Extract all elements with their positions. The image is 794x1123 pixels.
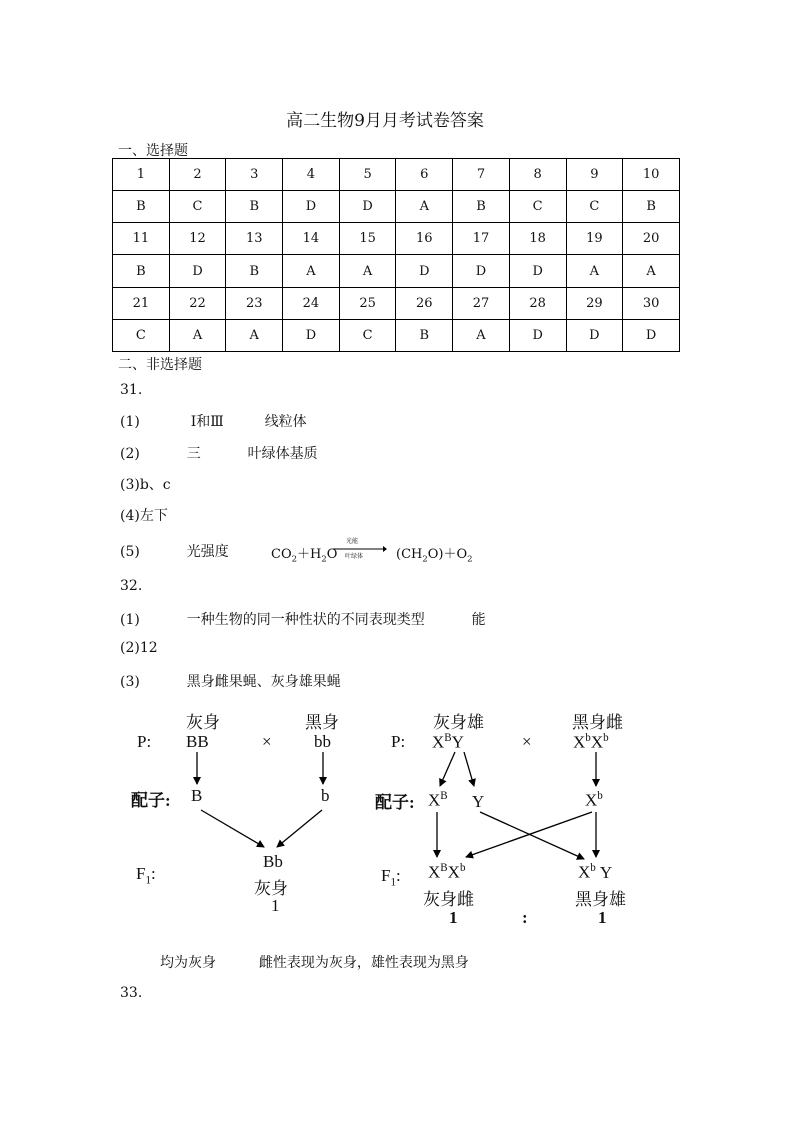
- left-offspring-ratio: 1: [271, 896, 280, 915]
- table-cell: C: [509, 191, 566, 223]
- eq-o2-sub: 2: [467, 553, 473, 564]
- table-cell: 3: [226, 159, 283, 191]
- q31-part2-label: (2): [120, 446, 140, 462]
- rm-sup: B: [444, 732, 452, 744]
- table-cell: A: [283, 255, 340, 287]
- table-cell: 17: [453, 223, 510, 255]
- table-cell: A: [396, 191, 453, 223]
- right-male-genotype: [432, 732, 464, 753]
- right-parent1-phenotype: 灰身雄: [433, 713, 484, 732]
- page-title: 高二生物9月月考试卷答案: [286, 111, 484, 131]
- table-cell: D: [453, 255, 510, 287]
- g3-sup: b: [597, 790, 603, 802]
- table-cell: 28: [509, 287, 566, 319]
- o2-y: Y: [599, 862, 613, 882]
- table-cell: 21: [113, 287, 170, 319]
- table-cell: B: [226, 191, 283, 223]
- eq-o: O: [326, 547, 338, 562]
- g3-x: X: [585, 790, 598, 810]
- table-cell: 30: [623, 287, 680, 319]
- table-cell: B: [226, 255, 283, 287]
- q32-part1-answer-a: 一种生物的同一种性状的不同表现类型: [186, 612, 425, 628]
- right-f1-sub: 1: [390, 876, 396, 889]
- table-cell: D: [339, 191, 396, 223]
- left-f1-sub: 1: [145, 874, 151, 887]
- right-offspring1-phenotype: 灰身雌: [423, 890, 474, 909]
- o2-x: X: [578, 862, 591, 882]
- table-cell: C: [566, 191, 623, 223]
- table-cell: A: [169, 319, 226, 351]
- g1-sup: B: [440, 790, 448, 802]
- right-ratio-colon: :: [522, 908, 528, 927]
- eq-condition-bottom: 叶绿体: [345, 553, 364, 560]
- right-f1-colon: :: [396, 866, 401, 885]
- table-cell: 10: [623, 159, 680, 191]
- table-cell: A: [226, 319, 283, 351]
- rf-x2: X: [590, 732, 604, 752]
- table-cell: 6: [396, 159, 453, 191]
- q31-part2-answer-b: 叶绿体基质: [247, 446, 318, 462]
- right-gamete-xb: [585, 790, 603, 811]
- left-parent1-phenotype: 灰身: [186, 713, 220, 732]
- left-gamete-label: 配子:: [131, 791, 171, 810]
- q31-part2-answer-a: 三: [186, 446, 201, 462]
- right-ratio-right: 1: [598, 908, 607, 927]
- table-cell: 25: [339, 287, 396, 319]
- q31-part5-label: (5): [120, 544, 140, 560]
- right-offspring2-genotype: [578, 862, 612, 883]
- table-cell: 12: [169, 223, 226, 255]
- table-cell: D: [396, 255, 453, 287]
- table-cell: 5: [339, 159, 396, 191]
- right-cross-symbol: ×: [522, 732, 532, 751]
- table-cell: D: [169, 255, 226, 287]
- left-f1-colon: :: [151, 864, 156, 883]
- eq-plus-h: ＋H: [296, 547, 322, 562]
- table-cell: A: [623, 255, 680, 287]
- left-parent2-genotype: bb: [314, 732, 331, 751]
- rf-sup1: b: [585, 732, 591, 744]
- q32-conclusion-b: 雌性表现为灰身，雄性表现为黑身: [258, 955, 469, 971]
- g1-x: X: [428, 790, 441, 810]
- table-cell: 8: [509, 159, 566, 191]
- table-cell: 18: [509, 223, 566, 255]
- table-cell: 15: [339, 223, 396, 255]
- eq-ch2o: (CH: [396, 547, 423, 562]
- rm-y: Y: [451, 732, 464, 752]
- table-cell: 27: [453, 287, 510, 319]
- table-cell: D: [283, 319, 340, 351]
- rf-x1: X: [573, 732, 586, 752]
- table-cell: 20: [623, 223, 680, 255]
- table-cell: D: [509, 255, 566, 287]
- q31-part4: (4)左下: [120, 508, 168, 524]
- rm-x: X: [432, 732, 445, 752]
- q31-part3: (3)b、c: [120, 477, 171, 493]
- eq-co2: CO: [271, 547, 292, 562]
- right-ratio-left: 1: [449, 908, 458, 927]
- o1-x1: X: [428, 862, 441, 882]
- right-f1-label: [381, 866, 401, 888]
- table-cell: 24: [283, 287, 340, 319]
- table-cell: 26: [396, 287, 453, 319]
- table-cell: 22: [169, 287, 226, 319]
- right-parent2-phenotype: 黑身雌: [572, 713, 623, 732]
- table-cell: 4: [283, 159, 340, 191]
- table-cell: D: [623, 319, 680, 351]
- rf-sup2: b: [603, 732, 609, 744]
- o2-sup: b: [590, 862, 596, 874]
- left-f1-f: F: [136, 864, 146, 883]
- table-cell: 29: [566, 287, 623, 319]
- q32-conclusion-a: 均为灰身: [160, 955, 216, 971]
- q32-number: 32.: [120, 578, 143, 594]
- q32-part2: (2)12: [120, 640, 158, 656]
- table-cell: B: [453, 191, 510, 223]
- o1-sup1: B: [440, 862, 448, 874]
- table-cell: 11: [113, 223, 170, 255]
- left-cross-symbol: ×: [262, 732, 272, 751]
- q31-part1-label: (1): [120, 414, 140, 430]
- table-cell: B: [623, 191, 680, 223]
- q32-part3-answer: 黑身雌果蝇、灰身雄果蝇: [186, 674, 341, 690]
- q32-part3-label: (3): [120, 674, 140, 690]
- left-p-label: P:: [137, 732, 152, 751]
- table-cell: C: [113, 319, 170, 351]
- table-cell: 16: [396, 223, 453, 255]
- table-cell: 1: [113, 159, 170, 191]
- table-cell: A: [566, 255, 623, 287]
- eq-h2o-sub: 2: [321, 553, 327, 564]
- table-cell: 13: [226, 223, 283, 255]
- left-gamete2: b: [321, 786, 330, 805]
- left-gamete1: B: [191, 786, 203, 805]
- q33-number: 33.: [120, 985, 143, 1001]
- section-nonchoice-heading: 二、非选择题: [118, 357, 202, 373]
- table-cell: C: [169, 191, 226, 223]
- section-choice-heading: 一、选择题: [118, 143, 188, 159]
- table-cell: C: [339, 319, 396, 351]
- right-f1-f: F: [381, 866, 391, 885]
- o1-x2: X: [447, 862, 460, 882]
- table-cell: 14: [283, 223, 340, 255]
- q31-part1-answer-b: 线粒体: [264, 414, 307, 430]
- table-cell: B: [396, 319, 453, 351]
- right-gamete-label: 配子:: [375, 793, 415, 812]
- table-cell: A: [339, 255, 396, 287]
- right-offspring2-phenotype: 黑身雄: [575, 890, 626, 909]
- table-cell: D: [283, 191, 340, 223]
- table-cell: 9: [566, 159, 623, 191]
- table-cell: 2: [169, 159, 226, 191]
- q32-part1-label: (1): [120, 612, 140, 628]
- q31-part5-answer: 光强度: [186, 544, 229, 560]
- eq-co2-sub: 2: [291, 553, 297, 564]
- left-f1-label: [136, 864, 156, 886]
- q31-part1-answer-a: Ⅰ和Ⅲ: [190, 414, 224, 430]
- right-offspring1-genotype: [428, 862, 465, 883]
- left-parent2-phenotype: 黑身: [305, 713, 339, 732]
- table-cell: 7: [453, 159, 510, 191]
- table-cell: A: [453, 319, 510, 351]
- right-gamete-xB: [428, 790, 448, 811]
- eq-ch2o-sub: 2: [422, 553, 428, 564]
- right-p-label: P:: [391, 732, 406, 751]
- table-cell: B: [113, 255, 170, 287]
- left-offspring-phenotype: 灰身: [254, 879, 288, 898]
- eq-plus-o2: O)＋O: [427, 547, 468, 562]
- left-offspring-genotype: Bb: [263, 852, 283, 871]
- table-cell: B: [113, 191, 170, 223]
- q32-conclusion: [160, 952, 469, 972]
- table-cell: D: [566, 319, 623, 351]
- q32-part1-answer-b: 能: [471, 612, 486, 628]
- table-cell: 23: [226, 287, 283, 319]
- table-cell: D: [509, 319, 566, 351]
- q31-number: 31.: [120, 382, 143, 398]
- left-parent1-genotype: BB: [186, 732, 209, 751]
- right-female-genotype: [573, 732, 609, 753]
- eq-condition-top: 光能: [346, 538, 359, 545]
- o1-sup2: b: [459, 862, 466, 874]
- right-gamete-y: Y: [472, 792, 485, 811]
- table-cell: 19: [566, 223, 623, 255]
